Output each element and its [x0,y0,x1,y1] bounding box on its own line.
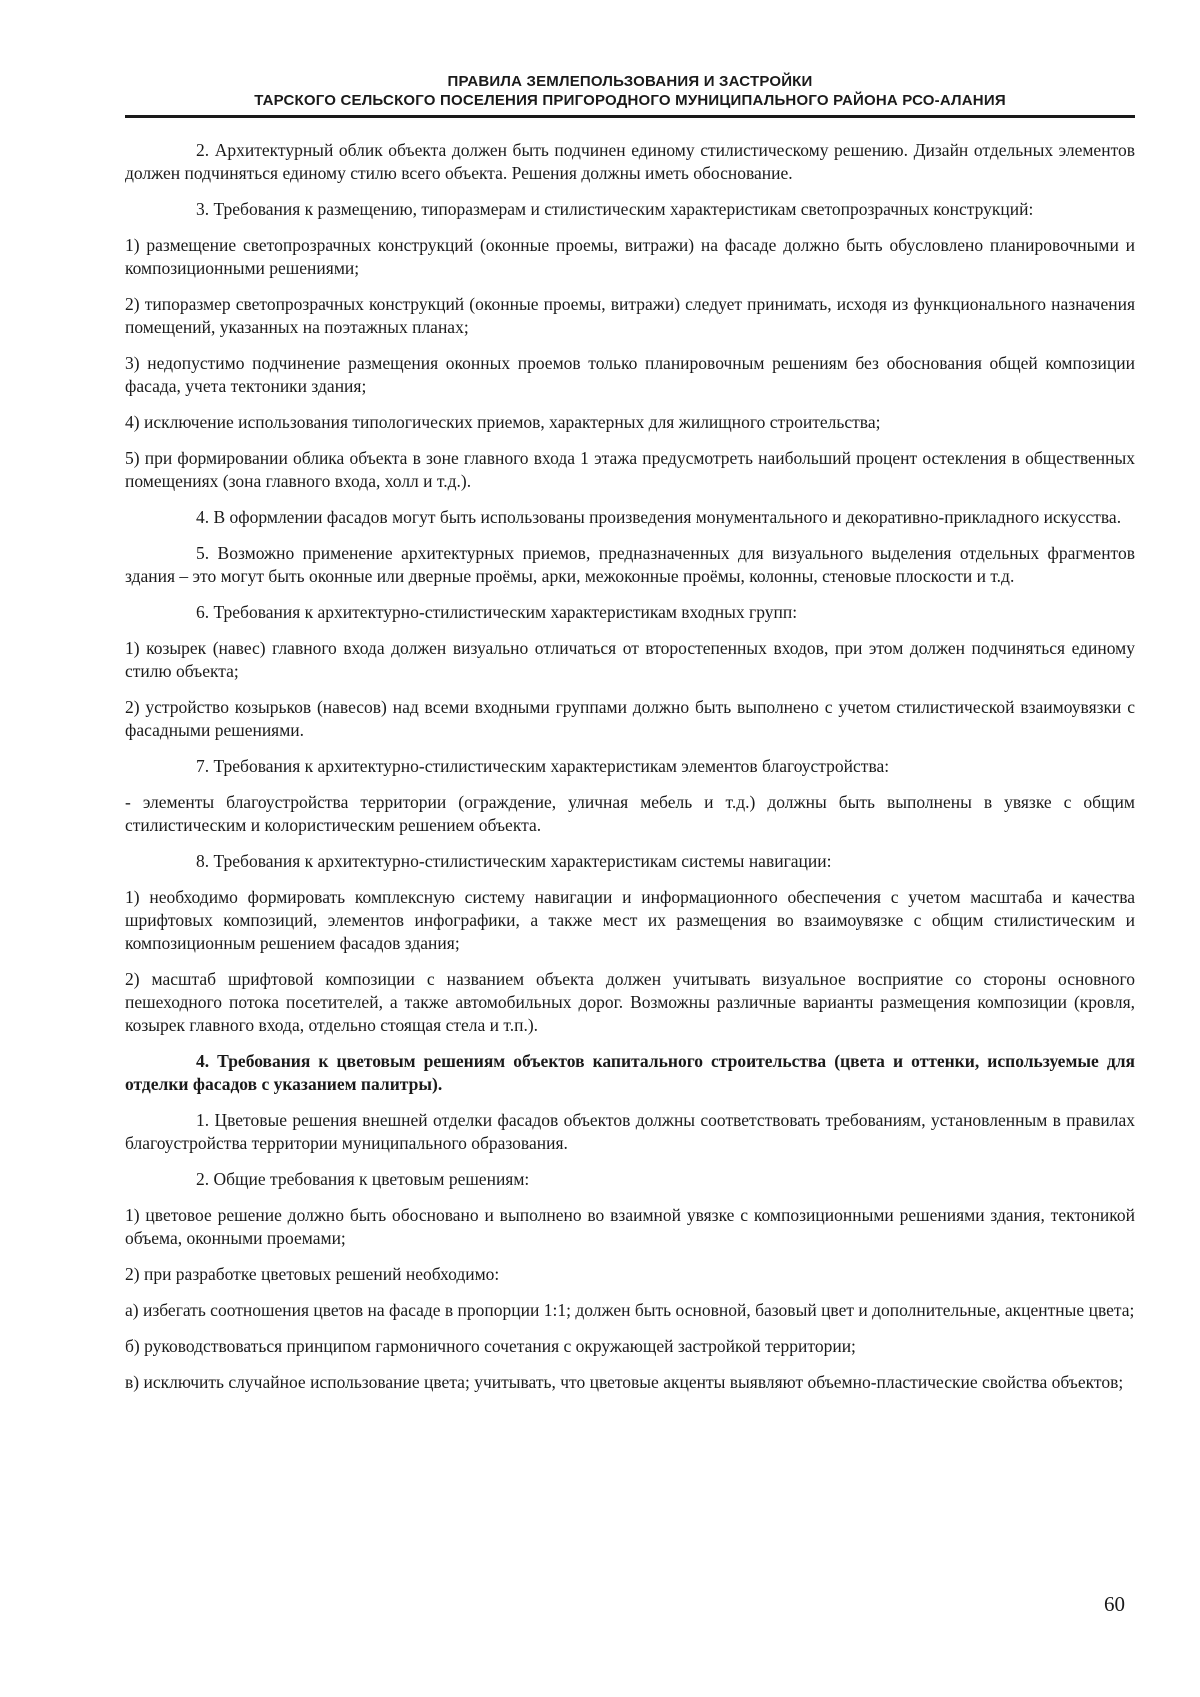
paragraph-color-2: 2. Общие требования к цветовым решениям: [196,1169,530,1189]
header-rule [125,115,1135,118]
list-item-3-3: 3) недопустимо подчинение размещения оконных проемов только планировочным решениям без обоснования общей композиции фасада, учета тектоники здания; [125,353,1135,396]
section-heading-color-requirements: 4. Требования к цветовым решениям объектов капитального строительства (цвета и оттенки, используемые для отделки фасадов с указанием палитры). [125,1051,1135,1094]
paragraph-4-facade-art: 4. В оформлении фасадов могут быть использованы произведения монументального и декоративно-прикладного искусства. [196,507,1122,527]
list-item-color-2a: а) избегать соотношения цветов на фасаде в пропорции 1:1; должен быть основной, базовый цвет и дополнительные, акцентные цвета; [125,1300,1135,1320]
list-item-3-2: 2) типоразмер светопрозрачных конструкций (оконные проемы, витражи) следует принимать, исходя из функционального назначения помещений, указанных на поэтажных планах; [125,294,1135,337]
paragraph-8-navigation: 8. Требования к архитектурно-стилистическим характеристикам системы навигации: [196,851,832,871]
list-item-3-1: 1) размещение светопрозрачных конструкций (оконные проемы, витражи) на фасаде должно быть обусловлено планировочными и композиционными решениями; [125,235,1135,278]
list-item-3-5: 5) при формировании облика объекта в зоне главного входа 1 этажа предусмотреть наибольший процент остекления в общественных помещениях (зона главного входа, холл и т.д.). [125,448,1135,491]
header-title-line1: ПРАВИЛА ЗЕМЛЕПОЛЬЗОВАНИЯ И ЗАСТРОЙКИ [447,73,813,90]
page-number: 60 [1104,1592,1125,1616]
paragraph-color-1: 1. Цветовые решения внешней отделки фасадов объектов должны соответствовать требованиям, установленным в правилах благоустройства территории муниципального образования. [125,1110,1135,1153]
document-body [125,139,1135,1407]
paragraph-7-landscaping: 7. Требования к архитектурно-стилистическим характеристикам элементов благоустройства: [196,756,890,776]
list-item-3-4: 4) исключение использования типологических приемов, характерных для жилищного строительства; [125,412,881,432]
list-item-color-1: 1) цветовое решение должно быть обосновано и выполнено во взаимной увязке с композиционными решениями здания, тектоникой объема, оконными проемами; [125,1205,1135,1248]
paragraph-3-translucent-structures: 3. Требования к размещению, типоразмерам и стилистическим характеристикам светопрозрачных конструкций: [196,199,1034,219]
list-item-color-2: 2) при разработке цветовых решений необходимо: [125,1264,500,1284]
running-header [125,72,1135,110]
list-item-7-1: - элементы благоустройства территории (ограждение, уличная мебель и т.д.) должны быть выполнены в увязке с общим стилистическим и колористическим решением объекта. [125,792,1135,835]
header-title-line2: ТАРСКОГО СЕЛЬСКОГО ПОСЕЛЕНИЯ ПРИГОРОДНОГО МУНИЦИПАЛЬНОГО РАЙОНА РСО-АЛАНИЯ [254,92,1006,109]
list-item-6-2: 2) устройство козырьков (навесов) над всеми входными группами должно быть выполнено с учетом стилистической взаимоувязки с фасадными решениями. [125,697,1135,740]
list-item-8-2: 2) масштаб шрифтовой композиции с названием объекта должен учитывать визуальное восприятие со стороны основного пешеходного потока посетителей, а также автомобильных дорог. Возможны различные варианты размещения композиции (кровля, козырек главного входа, отдельно стоящая стела и т.п.). [125,969,1135,1035]
list-item-color-2b: б) руководствоваться принципом гармоничного сочетания с окружающей застройкой территории; [125,1336,856,1356]
paragraph-5-architectural-techniques: 5. Возможно применение архитектурных приемов, предназначенных для визуального выделения отдельных фрагментов здания – это могут быть оконные или дверные проёмы, арки, межоконные проёмы, колонны, стеновые плоскости и т.д. [125,543,1135,586]
paragraph-2-architectural-appearance: 2. Архитектурный облик объекта должен быть подчинен единому стилистическому решению. Дизайн отдельных элементов должен подчиняться единому стилю всего объекта. Решения должны иметь обоснование. [125,140,1135,183]
list-item-6-1: 1) козырек (навес) главного входа должен визуально отличаться от второстепенных входов, при этом должен подчиняться единому стилю объекта; [125,638,1135,681]
list-item-color-2c: в) исключить случайное использование цвета; учитывать, что цветовые акценты выявляют объемно-пластические свойства объектов; [125,1372,1124,1392]
paragraph-6-entrance-groups: 6. Требования к архитектурно-стилистическим характеристикам входных групп: [196,602,798,622]
list-item-8-1: 1) необходимо формировать комплексную систему навигации и информационного обеспечения с учетом масштаба и качества шрифтовых композиций, элементов инфографики, а также мест их размещения во взаимоувязке с общим стилистическим и композиционным решением фасадов здания; [125,887,1135,953]
